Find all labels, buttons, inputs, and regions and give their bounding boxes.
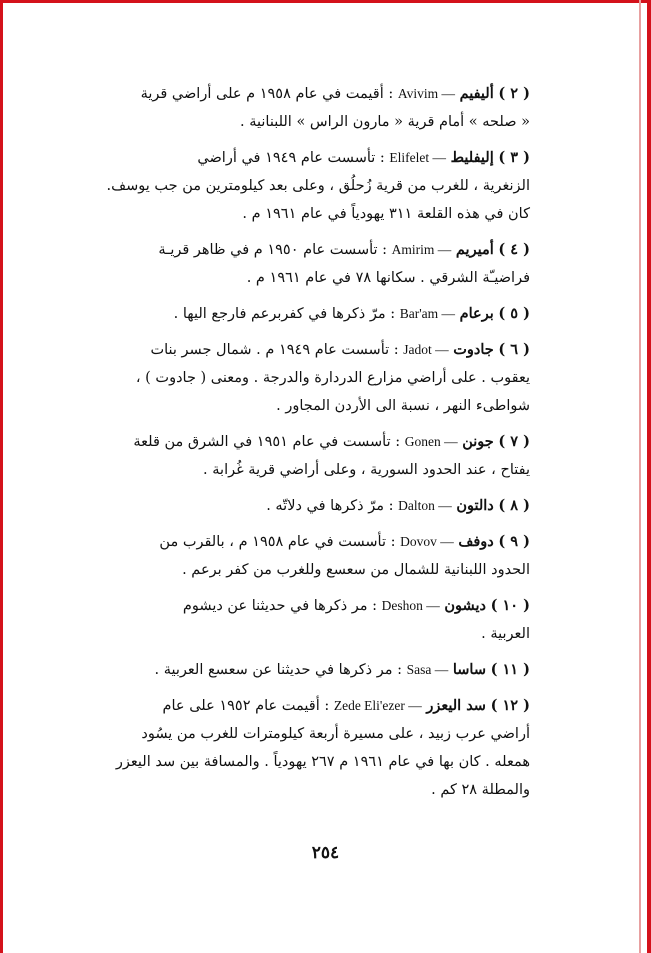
entry xyxy=(74,336,530,420)
entry-first-line xyxy=(74,692,530,720)
entry-latin-name: Elifelet — xyxy=(389,150,447,165)
entry-name: أليفيم xyxy=(459,85,494,102)
entry-first-line xyxy=(74,492,530,520)
entry-number: ( ٧ ) xyxy=(498,433,530,450)
entry-number: ( ١١ ) xyxy=(490,661,530,678)
entry-name: دالتون xyxy=(456,497,494,514)
entry-text: : تأسست في عام ١٩٥٨ م ، بالقرب من xyxy=(159,534,396,550)
entry-number: ( ١٠ ) xyxy=(490,597,530,614)
entry-line: العربية . xyxy=(481,626,530,642)
page-number: ٢٥٤ xyxy=(311,843,340,863)
window-border-top xyxy=(0,0,651,3)
entry-text: : تأسست عام ١٩٥٠ م في ظاهر قريـة xyxy=(158,242,388,258)
entry-number: ( ٦ ) xyxy=(498,341,530,358)
entry-first-line xyxy=(74,528,530,556)
entry xyxy=(74,428,530,484)
entry xyxy=(74,692,530,804)
entry-line: شواطىء النهر ، نسبة الى الأردن المجاور . xyxy=(276,398,530,414)
entry-text: : مر ذكرها في حديثنا عن سعسع العربية . xyxy=(154,662,402,678)
entry-number: ( ١٢ ) xyxy=(490,697,530,714)
entry-number: ( ٨ ) xyxy=(498,497,530,514)
entry-latin-name: Dalton — xyxy=(398,498,452,513)
entry xyxy=(74,492,530,520)
entry-name: إليفليط xyxy=(450,149,494,166)
entry-first-line xyxy=(74,300,530,328)
entry-line: « صلحه » أمام قرية « مارون الراس » اللبنانية . xyxy=(240,114,530,130)
entry-name: برعام xyxy=(459,305,494,322)
entry-line: فراضيـّة الشرقي . سكانها ٧٨ في عام ١٩٦١ م . xyxy=(246,270,530,286)
entry-text: : مرّ ذكرها في دلاتّه . xyxy=(266,498,394,514)
entry-number: ( ٤ ) xyxy=(498,241,530,258)
entry-name: دوفف xyxy=(458,533,494,550)
entry-text: : مرّ ذكرها في كفربرعم فارجع اليها . xyxy=(173,306,396,322)
window-border-right xyxy=(647,0,651,953)
entry-latin-name: Avivim — xyxy=(397,86,455,101)
entry-first-line xyxy=(74,592,530,620)
entry-name: جونن xyxy=(462,433,494,450)
entry-name: ساسا xyxy=(452,661,486,678)
entry-text: : تأسست عام ١٩٤٩ م . شمال جسر بنات xyxy=(150,342,399,358)
entry-line: أراضي عرب زبيد ، على مسيرة أربعة كيلومترات للغرب من يسُود xyxy=(141,726,530,742)
entry xyxy=(74,144,530,228)
entry xyxy=(74,300,530,328)
entry-line: يعقوب . على أراضي مزارع الدردارة والدرجة . ومعنى ( جادوت ) ، xyxy=(135,370,530,386)
entry-latin-name: Zede Eli'ezer — xyxy=(333,698,422,713)
entry-first-line xyxy=(74,80,530,108)
entry-latin-name: Amirim — xyxy=(391,242,452,257)
entry xyxy=(74,592,530,648)
entry-latin-name: Bar'am — xyxy=(399,306,456,321)
entry xyxy=(74,236,530,292)
entry-latin-name: Sasa — xyxy=(406,662,449,677)
entry-line: والمطلة ٢٨ كم . xyxy=(431,782,530,798)
entry-latin-name: Jadot — xyxy=(403,342,449,357)
entry-name: سد اليعزر xyxy=(426,697,486,714)
entry-name: أميريم xyxy=(455,241,494,258)
entry-text: : تأسست عام ١٩٤٩ في أراضي xyxy=(197,150,385,166)
entry-latin-name: Gonen — xyxy=(404,434,458,449)
entry-text: : تأسست في عام ١٩٥١ في الشرق من قلعة xyxy=(133,434,401,450)
window-border-left xyxy=(0,0,3,953)
entry-line: يفتاح ، عند الحدود السورية ، وعلى أراضي قرية غُرابة . xyxy=(203,462,530,478)
entry-first-line xyxy=(74,428,530,456)
entry-line: الزنغرية ، للغرب من قرية زُحلُق ، وعلى بعد كيلومترين من جب يوسف. xyxy=(106,178,530,194)
entry-number: ( ٣ ) xyxy=(498,149,530,166)
entry-number: ( ٥ ) xyxy=(498,305,530,322)
entry-number: ( ٩ ) xyxy=(498,533,530,550)
entry xyxy=(74,656,530,684)
entry-line: الحدود اللبنانية للشمال من سعسع وللغرب من كفر برعم . xyxy=(182,562,530,578)
entry-first-line xyxy=(74,656,530,684)
entry-first-line xyxy=(74,336,530,364)
entry-text: : أقيمت عام ١٩٥٢ على عام xyxy=(162,698,330,714)
entry xyxy=(74,528,530,584)
entry-first-line xyxy=(74,144,530,172)
entry-line: همعله . كان بها في عام ١٩٦١ م ٢٦٧ يهودياً . والمسافة بين سد اليعزر xyxy=(115,754,530,770)
entry-text: : مر ذكرها في حديثنا عن ديشوم xyxy=(182,598,378,614)
entry xyxy=(74,80,530,136)
entry-first-line xyxy=(74,236,530,264)
entry-text: : أقيمت في عام ١٩٥٨ م على أراضي قرية xyxy=(140,86,394,102)
entry-name: جادوت xyxy=(453,341,494,358)
entry-number: ( ٢ ) xyxy=(498,85,530,102)
entry-latin-name: Dovov — xyxy=(400,534,454,549)
entry-line: كان في هذه القلعة ٣١١ يهودياً في عام ١٩٦١ م . xyxy=(242,206,530,222)
window-border-right-inner xyxy=(639,0,641,953)
document-body xyxy=(74,80,530,812)
entry-name: ديشون xyxy=(444,597,486,614)
entry-latin-name: Deshon — xyxy=(381,598,440,613)
